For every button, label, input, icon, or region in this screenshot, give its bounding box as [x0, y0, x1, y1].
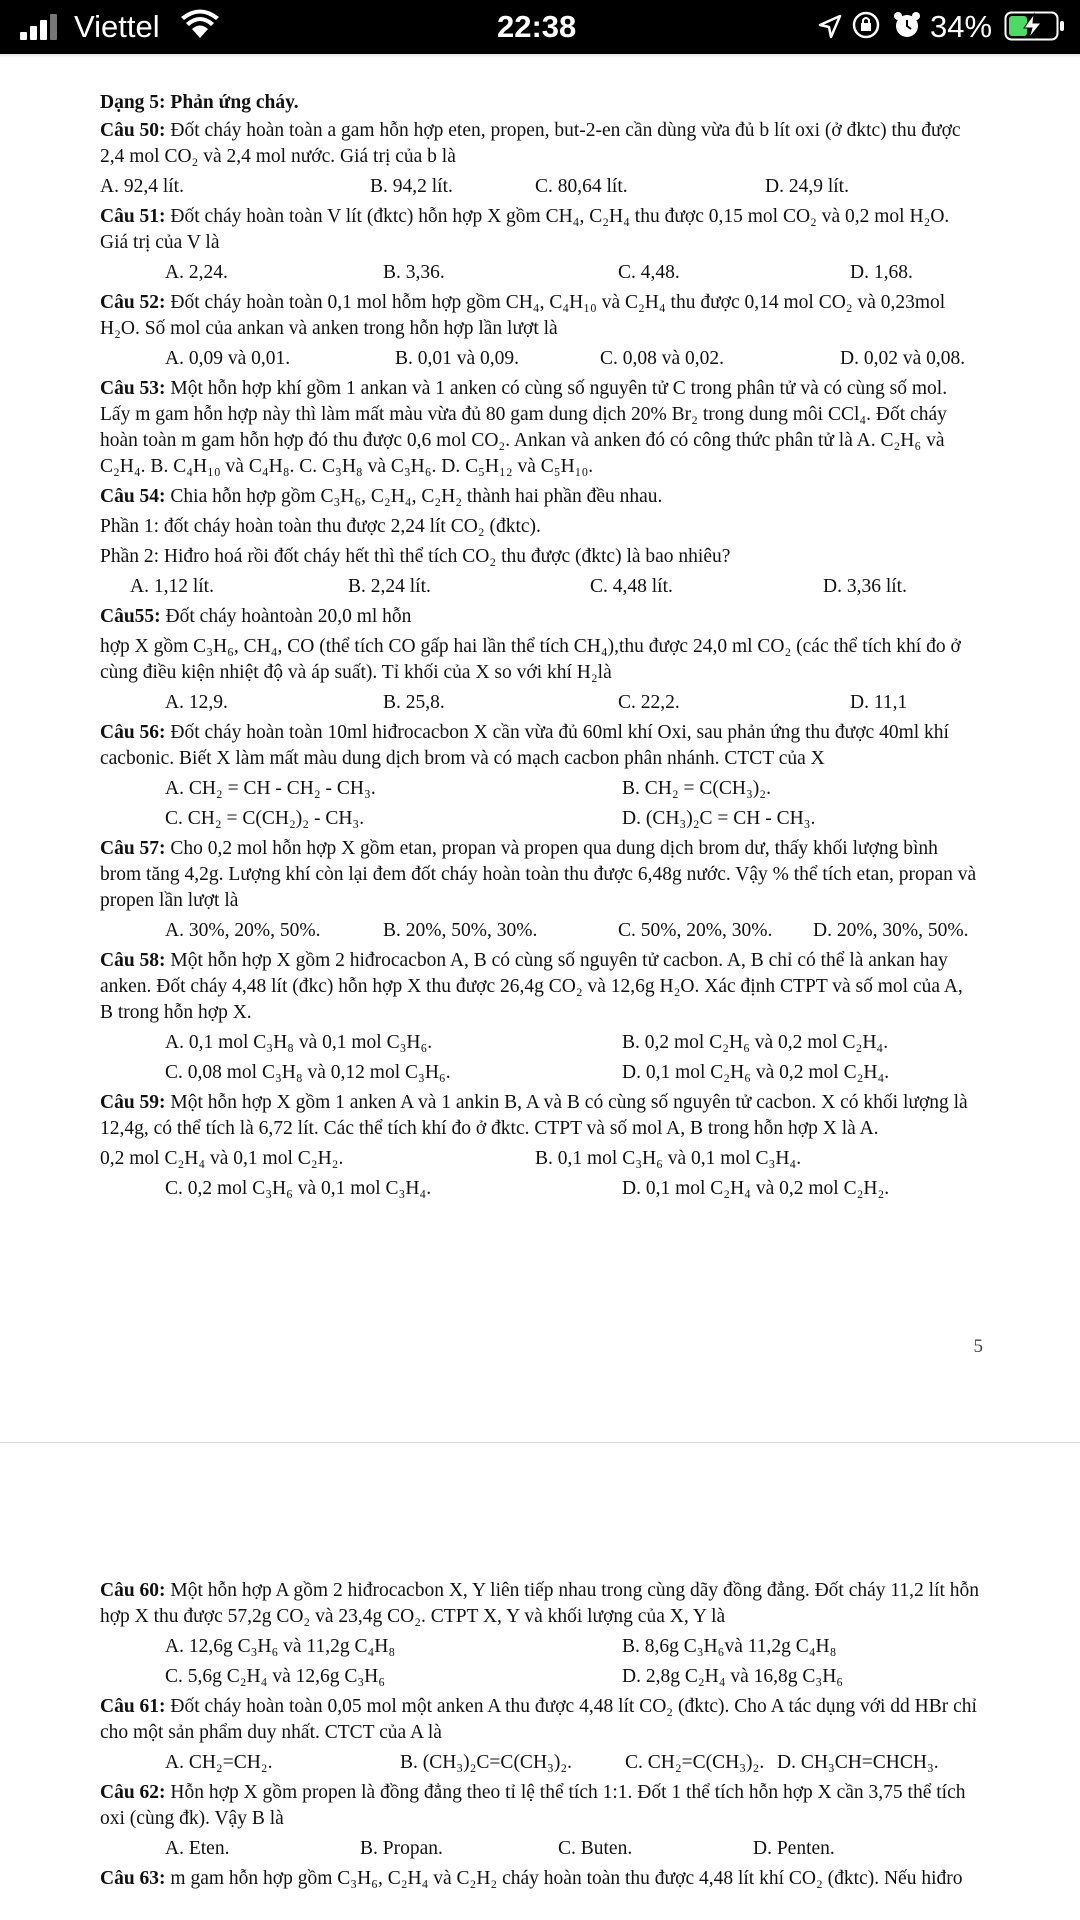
- options-59: 0,2 mol C₂H₄ và 0,1 mol C₂H₂. B. 0,1 mol C₃H₆ và 0,1 mol C₃H₄.: [100, 1148, 802, 1169]
- question-57: Câu 57: Cho 0,2 mol hỗn hợp X gồm etan, propan và propen qua dung dịch brom dư, thấy khối lượng bình brom tăng 4,2g. Lượng khí còn lại đem đốt cháy hoàn toàn thu được 6,48g nước. Vậy % thể tích etan, propan và propen lần lượt là: [100, 838, 977, 911]
- question-55: Câu55: Đốt cháy hoàntoàn 20,0 ml hỗn: [100, 606, 412, 627]
- question-50: Câu 50: Đốt cháy hoàn toàn a gam hỗn hợp eten, propen, but-2-en cần dùng vừa đủ b lít oxi (ở đktc) thu được 2,4 mol CO₂ và 2,4 mol nước. Giá trị của b là: [100, 120, 961, 167]
- question-60: Câu 60: Một hỗn hợp A gồm 2 hiđrocacbon X, Y liên tiếp nhau trong cùng dãy đồng đẳng. Đốt cháy 11,2 lít hỗn hợp X thu được 57,2g CO₂ và 23,4g CO₂. CTPT X, Y và khối lượng của X, Y là: [100, 1580, 980, 1627]
- page-break: [0, 1442, 1080, 1443]
- clock: 22:38: [497, 9, 577, 44]
- options-51: A. 2,24. B. 3,36. C. 4,48. D. 1,68.: [165, 262, 913, 283]
- signal-icon: [20, 14, 60, 40]
- section-heading: Dạng 5: Phản ứng cháy.: [100, 92, 299, 113]
- page-shadow: [0, 54, 1080, 58]
- options-52: A. 0,09 và 0,01. B. 0,01 và 0,09. C. 0,08 và 0,02. D. 0,02 và 0,08.: [165, 348, 966, 369]
- location-icon: [818, 12, 842, 48]
- question-54-part2: Phần 2: Hiđro hoá rồi đốt cháy hết thì thể tích CO₂ thu được (đktc) là bao nhiêu?: [100, 546, 731, 567]
- options-61: A. CH₂=CH₂. B. (CH₃)₂C=C(CH₃)₂. C. CH₂=C(CH₃)₂. D. CH₃CH=CHCH₃.: [165, 1752, 939, 1773]
- page-number: 5: [973, 1336, 983, 1357]
- options-56: A. CH₂ = CH - CH₂ - CH₃. B. CH₂ = C(CH₃)₂. C. CH₂ = C(CH₂)₂ - CH₃. D. (CH₃)₂C = CH - CH₃.: [165, 778, 816, 829]
- options-58: A. 0,1 mol C₃H₈ và 0,1 mol C₃H₆. B. 0,2 mol C₂H₆ và 0,2 mol C₂H₄. C. 0,08 mol C₃H₈ và 0,12 mol C₃H₆. D. 0,1 mol C₂H₆ và 0,2 mol C₂H₄.: [165, 1032, 890, 1083]
- options-57: A. 30%, 20%, 50%. B. 20%, 50%, 30%. C. 50%, 20%, 30%. D. 20%, 30%, 50%.: [165, 920, 969, 941]
- alarm-icon: [892, 10, 922, 48]
- question-52: Câu 52: Đốt cháy hoàn toàn 0,1 mol hỗm hợp gồm CH₄, C₄H₁₀ và C₂H₄ thu được 0,14 mol CO₂ và 0,23mol H₂O. Số mol của ankan và anken trong hỗn hợp lần lượt là: [100, 292, 946, 339]
- options-62: A. Eten. B. Propan. C. Buten. D. Penten.: [165, 1838, 835, 1859]
- question-61: Câu 61: Đốt cháy hoàn toàn 0,05 mol một anken A thu được 4,48 lít CO₂ (đktc). Cho A tác dụng với dd HBr chỉ cho một sản phẩm duy nhất. CTCT của A là: [100, 1696, 977, 1743]
- carrier-name: Viettel: [74, 9, 160, 44]
- question-59: Câu 59: Một hỗn hợp X gồm 1 anken A và 1 ankin B, A và B có cùng số nguyên tử cacbon. X có khối lượng là 12,4g, có thể tích là 6,72 lít. Các thể tích khí đo ở đktc. CTPT và số mol A, B trong hỗn hợp X là A.: [100, 1092, 968, 1139]
- question-54-part1: Phần 1: đốt cháy hoàn toàn thu được 2,24 lít CO₂ (đktc).: [100, 516, 541, 537]
- question-62: Câu 62: Hỗn hợp X gồm propen là đồng đẳng theo tỉ lệ thể tích 1:1. Đốt 1 thể tích hỗn hợp X cần 3,75 thể tích oxi (cùng đk). Vậy B là: [100, 1782, 966, 1829]
- question-56: Câu 56: Đốt cháy hoàn toàn 10ml hiđrocacbon X cần vừa đủ 60ml khí Oxi, sau phản ứng thu được 40ml khí cacbonic. Biết X làm mất màu dung dịch brom và có mạch cacbon phân nhánh. CTCT của X: [100, 722, 949, 769]
- question-58: Câu 58: Một hỗn hợp X gồm 2 hiđrocacbon A, B có cùng số nguyên tử cacbon. A, B chỉ có thể là ankan hay anken. Đốt cháy 4,48 lít (đkc) hỗn hợp X thu được 26,4g CO₂ và 12,6g H₂O. Xác định CTPT và số mol của A, B trong hỗn hợp X.: [100, 950, 963, 1023]
- status-bar: [0, 0, 1080, 54]
- options-50: A. 92,4 lít. B. 94,2 lít. C. 80,64 lít. D. 24,9 lít.: [100, 176, 849, 197]
- wifi-icon: [180, 8, 220, 48]
- question-55-body: hợp X gồm C₃H₆, CH₄, CO (thể tích CO gấp hai lần thể tích CH₄),thu được 24,0 ml CO₂ (các thể tích khí đo ở cùng điều kiện nhiệt độ và áp suất). Tỉ khối của X so với khí H₂là: [100, 636, 961, 683]
- question-53: Câu 53: Một hỗn hợp khí gồm 1 ankan và 1 anken có cùng số nguyên tử C trong phân tử và có cùng số mol. Lấy m gam hỗn hợp này thì làm mất màu vừa đủ 80 gam dung dịch 20% Br₂ trong dung môi CCl₄. Đốt cháy hoàn toàn m gam hỗn hợp đó thu được 0,6 mol CO₂. Ankan và anken đó có công thức phân tử là A. C₂H₆ và C₂H₄. B. C₄H₁₀ và C₄H₈. C. C₃H₈ và C₃H₆. D. C₅H₁₂ và C₅H₁₀.: [100, 378, 948, 477]
- options-55: A. 12,9. B. 25,8. C. 22,2. D. 11,1: [165, 692, 908, 713]
- question-54: Câu 54: Chia hỗn hợp gồm C₃H₆, C₂H₄, C₂H₂ thành hai phần đều nhau.: [100, 486, 663, 507]
- rotation-lock-icon: [852, 11, 880, 47]
- question-63: Câu 63: m gam hỗn hợp gồm C₃H₆, C₂H₄ và C₂H₂ cháy hoàn toàn thu được 4,48 lít khí CO₂ (đktc). Nếu hiđro: [100, 1868, 963, 1889]
- options-54: A. 1,12 lít. B. 2,24 lít. C. 4,48 lít. D. 3,36 lít.: [130, 576, 907, 597]
- question-51: Câu 51: Đốt cháy hoàn toàn V lít (đktc) hỗn hợp X gồm CH₄, C₂H₄ thu được 0,15 mol CO₂ và 0,2 mol H₂O. Giá trị của V là: [100, 206, 950, 253]
- options-59b: C. 0,2 mol C₃H₆ và 0,1 mol C₃H₄. D. 0,1 mol C₂H₄ và 0,2 mol C₂H₂.: [165, 1178, 890, 1199]
- options-60: A. 12,6g C₃H₆ và 11,2g C₄H₈ B. 8,6g C₃H₆và 11,2g C₄H₈ C. 5,6g C₂H₄ và 12,6g C₃H₆ D. 2,8g C₂H₄ và 16,8g C₃H₆: [165, 1636, 844, 1687]
- battery-charging-icon: [1004, 11, 1066, 49]
- battery-percent: 34%: [930, 9, 993, 44]
- document-page-next: [100, 1578, 980, 1896]
- document-page: [100, 90, 980, 1206]
